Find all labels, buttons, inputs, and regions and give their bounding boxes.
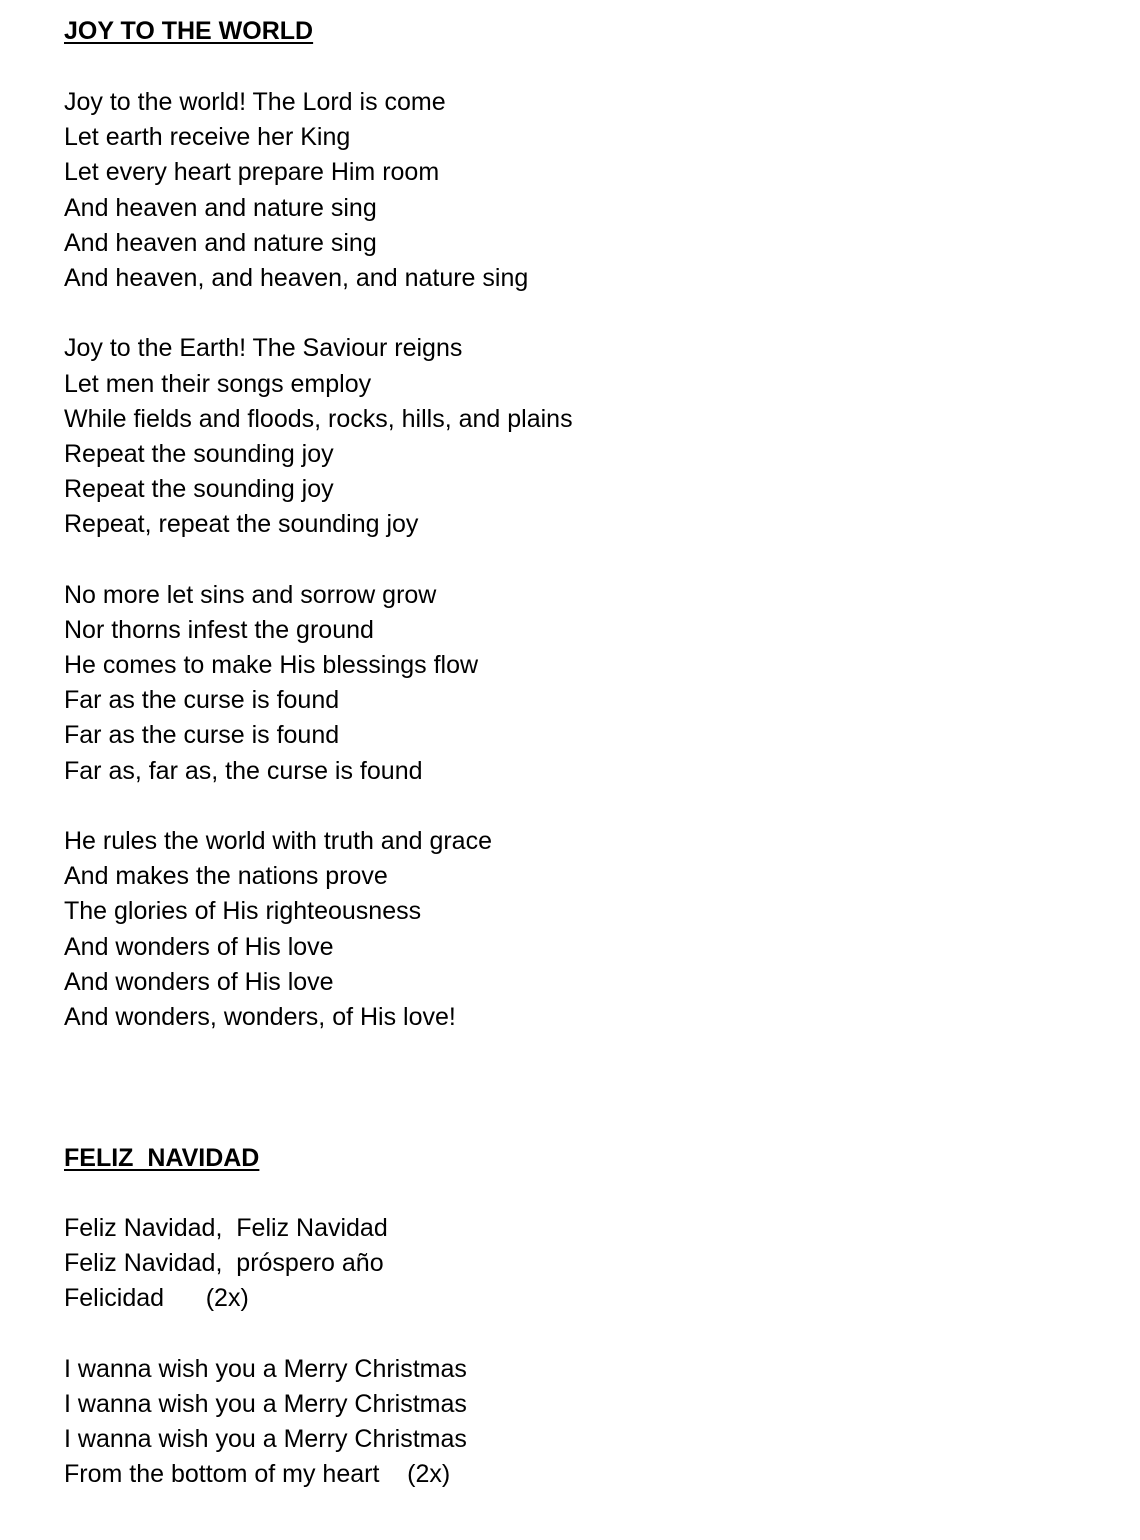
- lyric-line: I wanna wish you a Merry Christmas: [64, 1424, 467, 1453]
- lyric-line: Let men their songs employ: [64, 369, 372, 398]
- lyric-line: Nor thorns infest the ground: [64, 615, 374, 644]
- lyric-line: He rules the world with truth and grace: [64, 826, 492, 855]
- lyric-line: The glories of His righteousness: [64, 897, 422, 926]
- lyric-line: And makes the nations prove: [64, 862, 388, 891]
- song-title: JOY TO THE WORLD: [64, 17, 314, 45]
- lyrics-page: [64, 14, 1064, 1492]
- lyric-line: I wanna wish you a Merry Christmas: [64, 1354, 467, 1383]
- lyric-line: Far as, far as, the curse is found: [64, 756, 423, 785]
- lyric-line: Far as the curse is found: [64, 721, 340, 750]
- lyric-line: I wanna wish you a Merry Christmas: [64, 1389, 467, 1418]
- lyric-line: Repeat the sounding joy: [64, 475, 334, 504]
- verse-3: [64, 578, 1064, 789]
- lyric-line: And heaven, and heaven, and nature sing: [64, 263, 529, 292]
- lyric-line: And wonders of His love: [64, 932, 334, 961]
- lyric-line: And heaven and nature sing: [64, 193, 377, 222]
- lyric-line: Feliz Navidad, Feliz Navidad: [64, 1213, 388, 1242]
- verse-2: [64, 331, 1064, 542]
- song-title: FELIZ NAVIDAD: [64, 1143, 260, 1172]
- lyric-line: Felicidad (2x): [64, 1284, 249, 1313]
- lyric-line: Joy to the Earth! The Saviour reigns: [64, 334, 463, 363]
- lyric-line: From the bottom of my heart (2x): [64, 1460, 451, 1489]
- lyric-line: And wonders, wonders, of His love!: [64, 1002, 456, 1031]
- lyric-line: Repeat the sounding joy: [64, 439, 334, 468]
- verse-1: [64, 85, 1064, 296]
- lyric-line: While fields and floods, rocks, hills, and plains: [64, 404, 573, 433]
- lyric-line: Repeat, repeat the sounding joy: [64, 510, 419, 539]
- lyric-line: No more let sins and sorrow grow: [64, 580, 437, 609]
- lyric-line: He comes to make His blessings flow: [64, 651, 479, 679]
- lyric-line: Joy to the world! The Lord is come: [64, 88, 446, 116]
- lyric-line: And heaven and nature sing: [64, 228, 377, 257]
- lyric-line: Far as the curse is found: [64, 686, 340, 715]
- lyric-line: Let earth receive her King: [64, 123, 351, 152]
- verse-1: [64, 1211, 1064, 1317]
- song-feliz-navidad: [64, 1141, 1064, 1493]
- verse-2: [64, 1352, 1064, 1493]
- verse-4: [64, 824, 1064, 1035]
- lyric-line: And wonders of His love: [64, 967, 334, 996]
- lyric-line: Let every heart prepare Him room: [64, 158, 440, 187]
- song-joy-to-the-world: [64, 14, 1064, 1035]
- lyric-line: Feliz Navidad, próspero año: [64, 1249, 384, 1278]
